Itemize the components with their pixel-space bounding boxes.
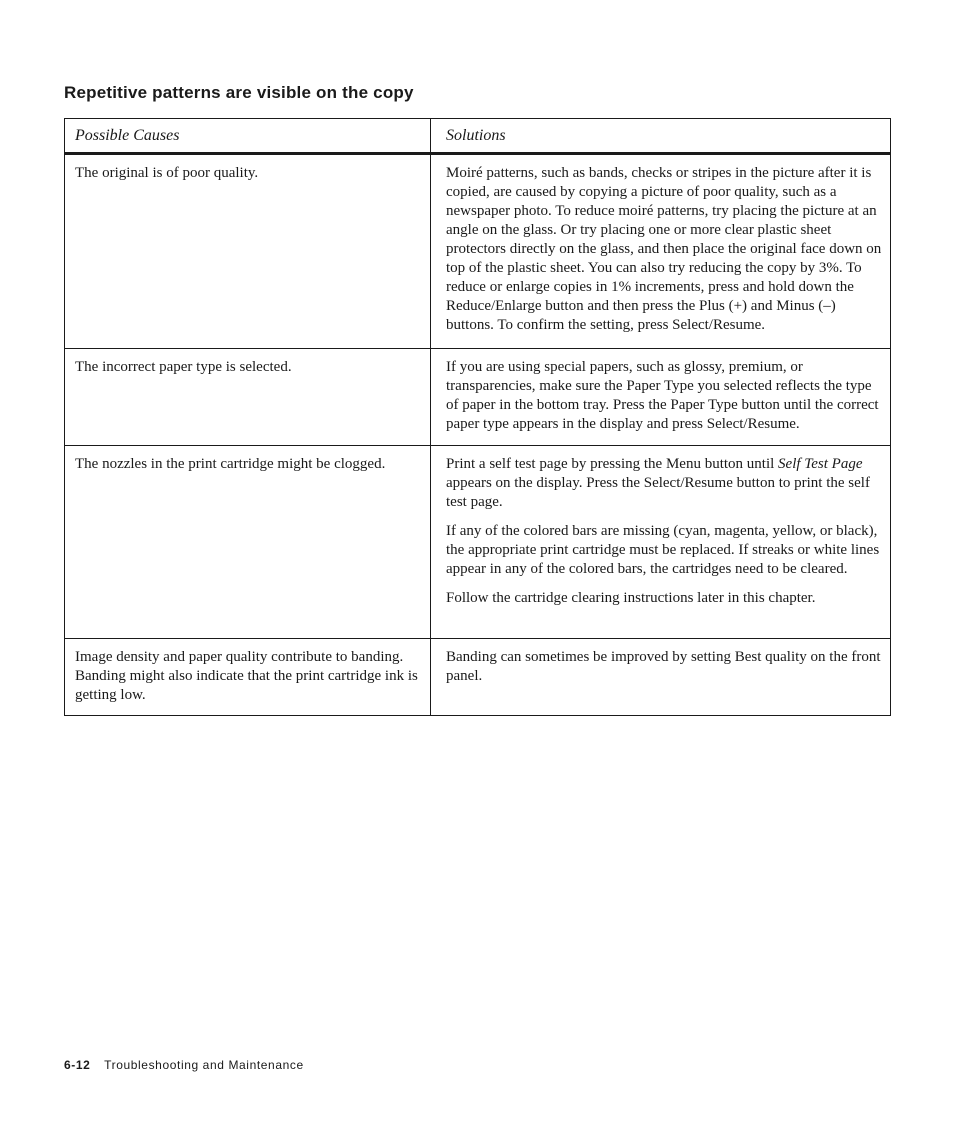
- cause-cell: [65, 154, 431, 349]
- cause-text: The original is of poor quality.: [75, 165, 259, 181]
- page-number: 6-12: [64, 1058, 91, 1072]
- table-row: [65, 639, 891, 716]
- solution-text: Follow the cartridge clearing instructions later in this chapter.: [446, 590, 816, 606]
- table-row: [65, 446, 891, 639]
- table-header-row: [65, 119, 891, 154]
- table-row: [65, 154, 891, 349]
- solution-cell: [431, 639, 891, 716]
- page-footer: [64, 1058, 304, 1072]
- solution-text: Moiré patterns, such as bands, checks or stripes in the picture after it is copied, are caused by copying a picture of poor quality, such as a newspaper photo. To reduce moiré patterns, try placing the picture at an angle on the glass. Or try placing one or more clear plastic sheet protectors directly on the glass, and then place the original face down on top of the plastic sheet. You can also try reducing the copy by 3%. To reduce or enlarge copies in 1% increments, press and hold down the Reduce/Enlarge button and then press the Plus (+) and Minus (–) buttons. To confirm the setting, press Select/Resume.: [446, 165, 882, 333]
- table-row: [65, 349, 891, 446]
- cause-text: The incorrect paper type is selected.: [75, 359, 292, 375]
- solution-text: [446, 455, 882, 512]
- cause-cell: [65, 446, 431, 639]
- troubleshooting-table: [64, 118, 891, 716]
- solution-cell: [431, 154, 891, 349]
- cause-text: Image density and paper quality contribute to banding. Banding might also indicate that the print cartridge ink is getting low.: [75, 649, 418, 703]
- footer-section-title: Troubleshooting and Maintenance: [104, 1058, 304, 1072]
- solution-cell: [431, 446, 891, 639]
- header-solutions: Solutions: [431, 119, 891, 154]
- section-heading: Repetitive patterns are visible on the copy: [64, 83, 414, 102]
- cause-cell: [65, 349, 431, 446]
- solution-text: If you are using special papers, such as glossy, premium, or transparencies, make sure the Paper Type you selected reflects the type of paper in the bottom tray. Press the Paper Type button until the correct paper type appears in the display and press Select/Resume.: [446, 359, 879, 432]
- menu-item-name: Self Test Page: [778, 456, 863, 472]
- solution-text-part: appears on the display. Press the Select/Resume button to print the self test page.: [446, 475, 870, 510]
- solution-text: Banding can sometimes be improved by setting Best quality on the front panel.: [446, 649, 881, 684]
- solution-cell: [431, 349, 891, 446]
- solution-text-part: Print a self test page by pressing the Menu button until: [446, 456, 779, 472]
- header-possible-causes: Possible Causes: [65, 119, 431, 154]
- cause-cell: [65, 639, 431, 716]
- cause-text: The nozzles in the print cartridge might be clogged.: [75, 456, 386, 472]
- solution-text: If any of the colored bars are missing (cyan, magenta, yellow, or black), the appropriate print cartridge must be replaced. If streaks or white lines appear in any of the colored bars, the cartridges need to be cleared.: [446, 523, 880, 577]
